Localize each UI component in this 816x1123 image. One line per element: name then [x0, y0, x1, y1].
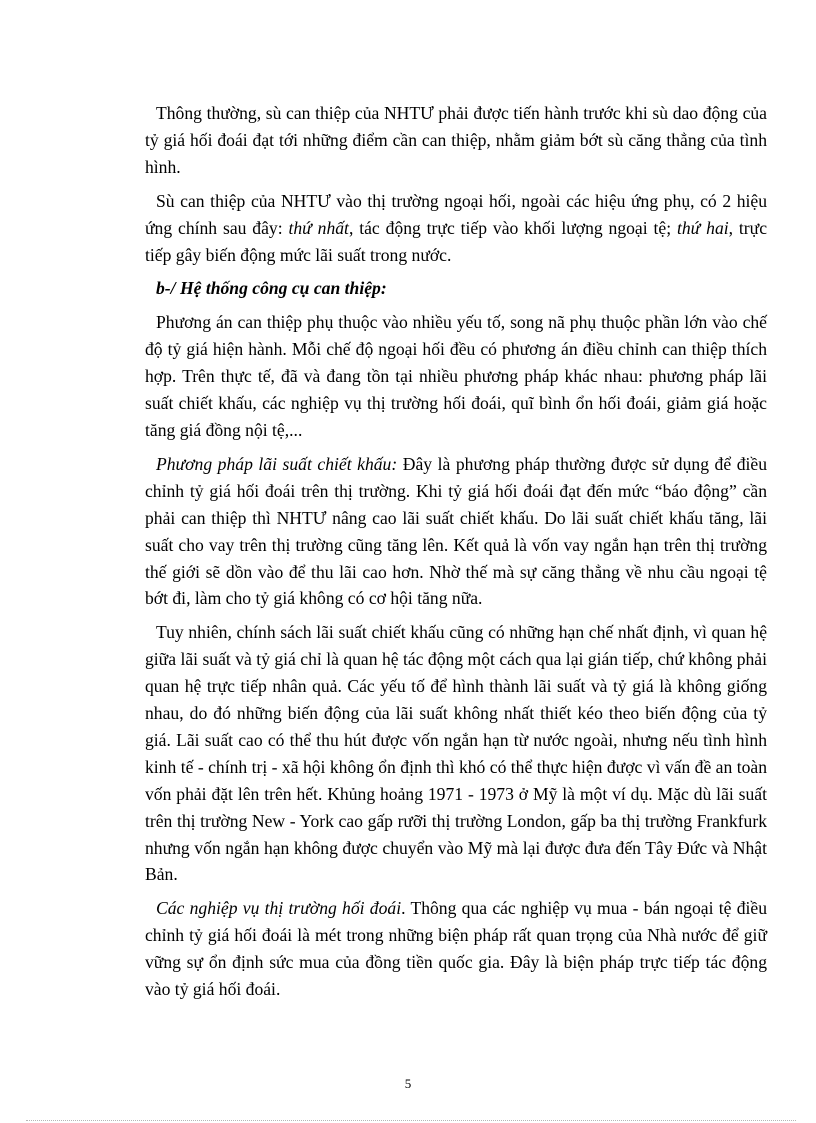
- paragraph-discount-rate: [145, 451, 767, 612]
- method-lead: Phương pháp lãi suất chiết khấu:: [156, 453, 398, 474]
- paragraph-text: Sù can thiệp của NHTƯ vào thị trường ngoại hối, ngoài các hiệu ứng phụ, có 2 hiệu ứng chính sau đây:: [145, 190, 767, 238]
- paragraph-text: Thông thường, sù can thiệp của NHTƯ phải được tiến hành trước khi sù dao động của tỷ giá hối đoái đạt tới những điểm cần can thiệp, nhằm giảm bớt sù căng thẳng của tình hình.: [145, 103, 767, 177]
- paragraph-intervention-effects: [145, 188, 767, 269]
- paragraph-text: Đây là phương pháp thường được sử dụng để điều chỉnh tỷ giá hối đoái trên thị trường. Khi tỷ giá hối đoái đạt đến mức “báo động” cần phải can thiệp thì NHTƯ nâng cao lãi suất chiết khấu. Do lãi suất chiết khấu tăng, lãi suất cho vay trên thị trường cũng tăng lên. Kết quả là vốn vay ngắn hạn trên thị trường thế giới sẽ dồn vào để thu lãi cao hơn. Nhờ thế mà sự căng thẳng về nhu cầu ngoại tệ bớt đi, làm cho tỷ giá không có cơ hội tăng nữa.: [145, 453, 767, 609]
- page-number: 5: [404, 1076, 412, 1091]
- page-bottom-divider: [26, 1120, 796, 1121]
- document-body: [145, 100, 767, 1003]
- method-lead: Các nghiệp vụ thị trường hối đoái: [156, 898, 402, 919]
- paragraph-discount-rate-limits: [145, 619, 767, 888]
- emphasis-second: thứ hai: [676, 217, 729, 238]
- paragraph-intervention-methods: [145, 309, 767, 444]
- paragraph-text: Phương án can thiệp phụ thuộc vào nhiều yếu tố, song nã phụ thuộc phần lớn vào chế độ tỷ giá hiện hành. Mỗi chế độ ngoại hối đều có phương án điều chỉnh can thiệp thích hợp. Trên thực tế, đã và đang tồn tại nhiều phương pháp khác nhau: phương pháp lãi suất chiết khấu, các nghiệp vụ thị trường hối đoái, quĩ bình ổn hối đoái, giảm giá hoặc tăng giá đồng nội tệ,...: [145, 312, 767, 440]
- paragraph-fx-operations: [145, 895, 767, 1003]
- paragraph-text: , trực tiếp gây biến động mức lãi suất trong nước.: [145, 217, 768, 265]
- paragraph-text: , tác động trực tiếp vào khối lượng ngoại tệ;: [348, 217, 677, 238]
- section-heading: b-/ Hệ thống công cụ can thiệp:: [156, 278, 387, 299]
- paragraph-intervention-timing: [145, 100, 767, 181]
- paragraph-text: Tuy nhiên, chính sách lãi suất chiết khấu cũng có những hạn chế nhất định, vì quan hệ giữa lãi suất và tỷ giá chỉ là quan hệ tác động một cách qua lại gián tiếp, chứ không phải quan hệ trực tiếp nhân quả. Các yếu tố để hình thành lãi suất và tỷ giá là không giống nhau, do đó những biến động của lãi suất không nhất thiết kéo theo biến động của tỷ giá. Lãi suất cao có thể thu hút được vốn ngắn hạn từ nước ngoài, nhưng nếu tình hình kinh tế - chính trị - xã hội không ổn định thì khó có thể thực hiện được vì vấn đề an toàn vốn phải đặt lên trên hết. Khủng hoảng 1971 - 1973 ở Mỹ là một ví dụ. Mặc dù lãi suất trên thị trường New - York cao gấp rưỡi thị trường London, gấp ba thị trường Frankfurk nhưng vốn ngắn hạn không được chuyển vào Mỹ mà lại được đưa đến Tây Đức và Nhật Bản.: [145, 622, 767, 885]
- paragraph-text: . Thông qua các nghiệp vụ mua - bán ngoại tệ điều chỉnh tỷ giá hối đoái là mét trong những biện pháp rất quan trọng của Nhà nước để giữ vững sự ổn định sức mua của đồng tiền quốc gia. Đây là biện pháp trực tiếp tác động vào tỷ giá hối đoái.: [145, 898, 767, 1000]
- emphasis-first: thứ nhất: [288, 217, 349, 238]
